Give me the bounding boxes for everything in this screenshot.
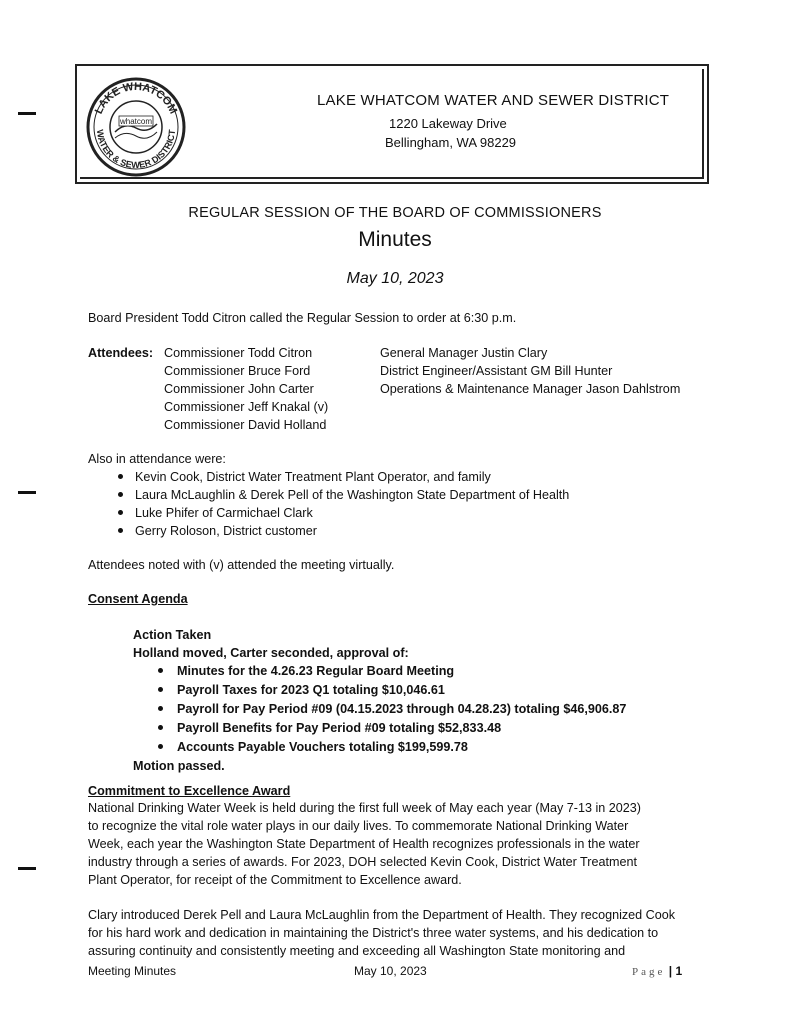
attendee-left-1: Commissioner Todd Citron — [164, 346, 313, 360]
list-item — [158, 662, 454, 681]
address-street: 1220 Lakeway Drive — [389, 116, 507, 131]
award-para1-line3: Week, each year the Washington State Department of Health recognizes professionals in the water — [88, 837, 640, 851]
list-item — [118, 504, 313, 522]
list-item — [118, 522, 317, 540]
consent-item-3: Payroll for Pay Period #09 (04.15.2023 through 04.28.23) totaling $46,906.87 — [177, 702, 627, 716]
list-item — [158, 738, 468, 757]
attendee-right-3: Operations & Maintenance Manager Jason Dahlstrom — [380, 382, 681, 396]
list-item — [118, 468, 491, 486]
margin-mark-top — [18, 112, 36, 115]
award-para2-line2: for his hard work and dedication in maintaining the District's three water systems, and his dedication to — [88, 926, 659, 940]
also-attending-item-3: Luke Phifer of Carmichael Clark — [135, 506, 313, 520]
award-para1-line1: National Drinking Water Week is held during the first full week of May each year (May 7-13 in 2023) — [88, 801, 641, 815]
attendee-left-5: Commissioner David Holland — [164, 418, 327, 432]
list-item — [158, 700, 626, 719]
footer-page-word: Page — [632, 966, 666, 978]
attendee-right-2: District Engineer/Assistant GM Bill Hunter — [380, 364, 613, 378]
consent-agenda-heading: Consent Agenda — [88, 592, 188, 606]
svg-text:whatcom: whatcom — [119, 117, 153, 126]
list-item — [118, 486, 569, 504]
consent-motion: Holland moved, Carter seconded, approval of: — [133, 646, 409, 660]
also-attending-intro: Also in attendance were: — [88, 452, 226, 466]
award-para1-line5: Plant Operator, for receipt of the Commitment to Excellence award. — [88, 873, 462, 887]
award-para1-line2: to recognize the vital role water plays in our daily lives. To commemorate National Drinking Water — [88, 819, 629, 833]
minutes-title: Minutes — [358, 228, 432, 251]
award-para1-line4: industry through a series of awards. For 2023, DOH selected Kevin Cook, District Water Treatment — [88, 855, 637, 869]
footer-page-number: 1 — [675, 964, 683, 978]
footer-page-separator: | — [668, 964, 673, 978]
also-attending-item-4: Gerry Roloson, District customer — [135, 524, 317, 538]
address-city: Bellingham, WA 98229 — [385, 135, 517, 150]
also-attending-item-1: Kevin Cook, District Water Treatment Plant Operator, and family — [135, 470, 491, 484]
call-to-order: Board President Todd Citron called the Regular Session to order at 6:30 p.m. — [88, 311, 517, 325]
attendee-left-3: Commissioner John Carter — [164, 382, 314, 396]
award-para2-line3: assuring continuity and consistently meeting and exceeding all Washington State monitoring and — [88, 944, 626, 958]
footer-title: Meeting Minutes — [88, 964, 177, 978]
award-para2-line1: Clary introduced Derek Pell and Laura McLaughlin from the Department of Health. They recognized Cook — [88, 908, 676, 922]
consent-item-2: Payroll Taxes for 2023 Q1 totaling $10,046.61 — [177, 683, 445, 697]
footer-date: May 10, 2023 — [354, 964, 427, 978]
margin-mark-bottom — [18, 867, 36, 870]
session-title: REGULAR SESSION OF THE BOARD OF COMMISSIONERS — [188, 205, 602, 221]
award-heading: Commitment to Excellence Award — [88, 784, 291, 798]
virtual-note: Attendees noted with (v) attended the meeting virtually. — [88, 558, 395, 572]
attendees-label: Attendees: — [88, 346, 154, 360]
meeting-date: May 10, 2023 — [346, 270, 444, 287]
attendee-right-1: General Manager Justin Clary — [380, 346, 548, 360]
attendee-left-2: Commissioner Bruce Ford — [164, 364, 311, 378]
list-item — [158, 719, 501, 738]
motion-result: Motion passed. — [133, 759, 225, 773]
svg-text:WATER & SEWER DISTRICT: WATER & SEWER DISTRICT — [94, 128, 178, 171]
org-name: LAKE WHATCOM WATER AND SEWER DISTRICT — [317, 92, 670, 109]
footer-page — [632, 962, 682, 980]
action-taken-label: Action Taken — [133, 628, 212, 642]
consent-item-1: Minutes for the 4.26.23 Regular Board Meeting — [177, 664, 455, 678]
consent-item-4: Payroll Benefits for Pay Period #09 totaling $52,833.48 — [177, 721, 502, 735]
attendee-left-4: Commissioner Jeff Knakal (v) — [164, 400, 329, 414]
margin-mark-middle — [18, 491, 36, 494]
also-attending-item-2: Laura McLaughlin & Derek Pell of the Washington State Department of Health — [135, 488, 570, 502]
consent-item-5: Accounts Payable Vouchers totaling $199,599.78 — [177, 740, 468, 754]
letterhead-box — [75, 64, 709, 184]
list-item — [158, 681, 445, 700]
svg-text:LAKE WHATCOM: LAKE WHATCOM — [92, 80, 180, 116]
